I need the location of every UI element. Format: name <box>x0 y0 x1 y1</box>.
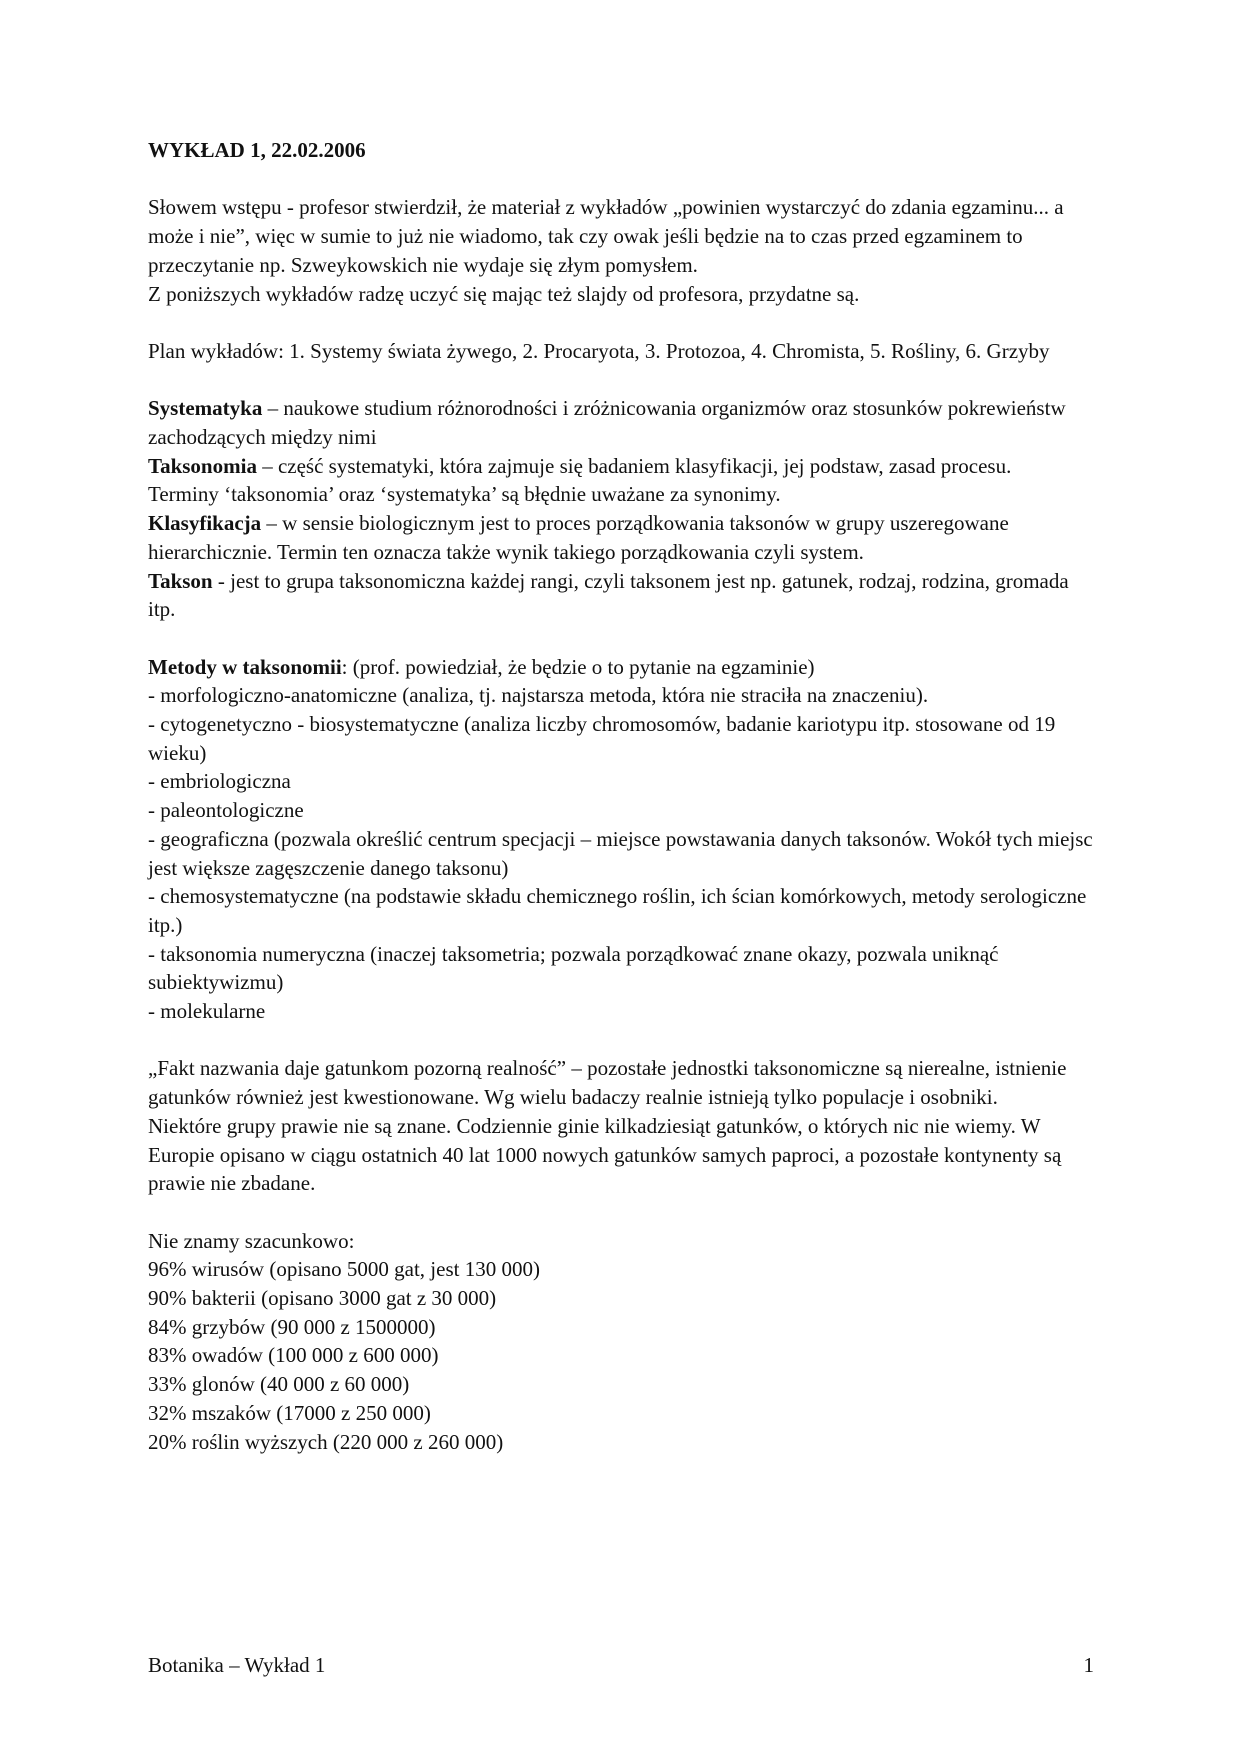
intro-advice: Z poniższych wykładów radzę uczyć się mając też slajdy od profesora, przydatne są. <box>148 281 860 306</box>
methods-heading <box>148 653 1098 682</box>
list-item: 83% owadów (100 000 z 600 000) <box>148 1343 439 1368</box>
list-item: 90% bakterii (opisano 3000 gat z 30 000) <box>148 1286 497 1311</box>
lecture-plan: Plan wykładów: 1. Systemy świata żywego, 2. Procaryota, 3. Protozoa, 4. Chromista, 5. Rośliny, 6. Grzyby <box>148 338 1050 363</box>
list-item: 32% mszaków (17000 z 250 000) <box>148 1400 431 1425</box>
quote-paragraph: „Fakt nazwania daje gatunkom pozorną realność” – pozostałe jednostki taksonomiczne są nierealne, istnienie gatunków również jest kwestionowane. Wg wielu badaczy realnie istnieją tylko populacje i osobniki. <box>148 1056 1067 1110</box>
list-item: - taksonomia numeryczna (inaczej taksometria; pozwala porządkować znane okazy, pozwala uniknąć subiektywizmu) <box>148 941 999 995</box>
list-item: - morfologiczno-anatomiczne (analiza, tj. najstarsza metoda, która nie straciła na znaczeniu). <box>148 683 929 708</box>
list-item: 96% wirusów (opisano 5000 gat, jest 130 000) <box>148 1257 540 1282</box>
definition-klasyfikacja <box>148 509 1098 566</box>
synonyms-note: Terminy ‘taksonomia’ oraz ‘systematyka’ są błędnie uważane za synonimy. <box>148 482 781 507</box>
list-item: - cytogenetyczno - biosystematyczne (analiza liczby chromosomów, badanie kariotypu itp. stosowane od 19 wieku) <box>148 712 1056 765</box>
list-item: 84% grzybów (90 000 z 1500000) <box>148 1314 436 1339</box>
intro-paragraph: Słowem wstępu - profesor stwierdził, że materiał z wykładów „powinien wystarczyć do zdania egzaminu... a może i nie”, więc w sumie to już nie wiadomo, tak czy owak jeśli będzie na to czas przed egzaminem to przeczytanie np. Szweykowskich nie wydaje się złym pomysłem. <box>148 195 1064 277</box>
term-taksonomia: Taksonomia <box>148 453 257 478</box>
page-number: 1 <box>1083 1653 1094 1677</box>
unknown-groups-paragraph: Niektóre grupy prawie nie są znane. Codziennie ginie kilkadziesiąt gatunków, o których nic nie wiemy. W Europie opisano w ciągu ostatnich 40 lat 1000 nowych gatunków samych paproci, a pozostałe kontynenty są prawie nie zbadane. <box>148 1113 1062 1196</box>
estimates-heading: Nie znamy szacunkowo: <box>148 1228 355 1253</box>
methods-heading-note: : (prof. powiedział, że będzie o to pytanie na egzaminie) <box>341 654 815 679</box>
list-item: 33% glonów (40 000 z 60 000) <box>148 1372 410 1397</box>
list-item: - geograficzna (pozwala określić centrum specjacji – miejsce powstawania danych taksonów. Wokół tych miejsc jest większe zagęszczenie danego taksonu) <box>148 826 1093 880</box>
definition-text: – część systematyki, która zajmuje się badaniem klasyfikacji, jej podstaw, zasad procesu. <box>256 453 1012 478</box>
list-item: - chemosystematyczne (na podstawie składu chemicznego roślin, ich ścian komórkowych, metody serologiczne itp.) <box>148 884 1087 937</box>
definition-text: – naukowe studium różnorodności i zróżnicowania organizmów oraz stosunków pokrewieństw zachodzących między nimi <box>148 396 1066 449</box>
definition-takson <box>148 567 1098 624</box>
list-item: - paleontologiczne <box>148 798 304 823</box>
methods-heading-term: Metody w taksonomii <box>148 654 342 679</box>
definition-text: - jest to grupa taksonomiczna każdej rangi, czyli taksonem jest np. gatunek, rodzaj, rodzina, gromada itp. <box>148 568 1069 622</box>
list-item: - embriologiczna <box>148 769 291 794</box>
footer-title: Botanika – Wykład 1 <box>148 1653 326 1677</box>
lecture-title: WYKŁAD 1, 22.02.2006 <box>148 138 366 162</box>
list-item: 20% roślin wyższych (220 000 z 260 000) <box>148 1429 504 1454</box>
definition-taksonomia <box>148 452 1098 481</box>
term-klasyfikacja: Klasyfikacja <box>148 511 262 536</box>
definition-systematyka <box>148 394 1098 451</box>
term-takson: Takson <box>148 568 213 593</box>
term-systematyka: Systematyka <box>148 396 263 421</box>
list-item: - molekularne <box>148 999 266 1024</box>
document-page <box>148 136 1098 1456</box>
definition-text: – w sensie biologicznym jest to proces porządkowania taksonów w grupy uszeregowane hierarchicznie. Termin ten oznacza także wynik takiego porządkowania czyli system. <box>148 511 1009 564</box>
